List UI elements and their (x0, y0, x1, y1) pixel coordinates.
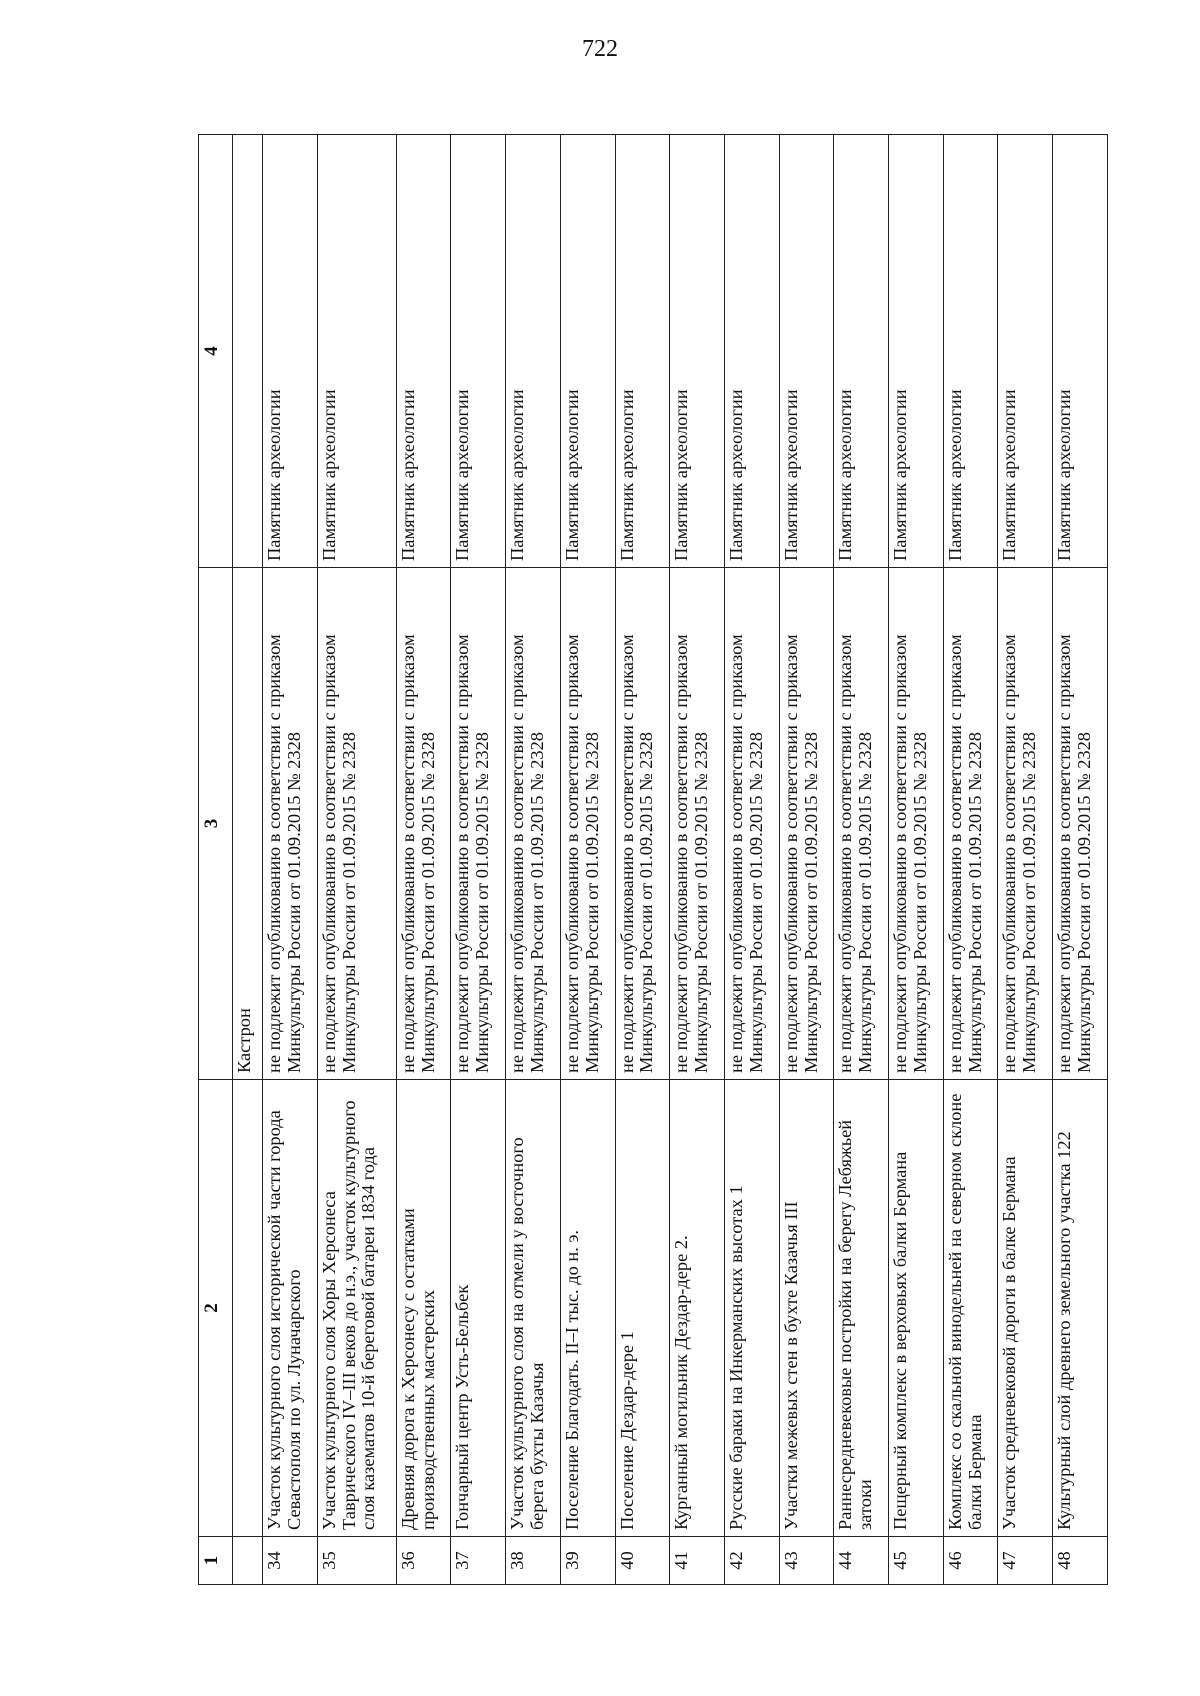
category-cell: Памятник археологии (451, 135, 506, 568)
table-row (451, 135, 506, 1585)
row-number-cell: 38 (506, 1537, 561, 1585)
column-header: 2 (199, 1080, 233, 1537)
category-cell: Памятник археологии (396, 135, 451, 568)
section-title: Кастрон (232, 568, 262, 1080)
row-number-cell: 41 (670, 1537, 725, 1585)
object-name-cell: Поселение Дездар-дере 1 (615, 1080, 670, 1537)
category-cell: Памятник археологии (1053, 135, 1108, 568)
section-empty-cell (232, 1537, 262, 1585)
row-number-cell: 42 (724, 1537, 779, 1585)
row-number-cell: 48 (1053, 1537, 1108, 1585)
table-row (615, 135, 670, 1585)
table-row (396, 135, 451, 1585)
table-row (263, 135, 318, 1585)
category-cell: Памятник археологии (724, 135, 779, 568)
table-row (724, 135, 779, 1585)
category-cell: Памятник археологии (670, 135, 725, 568)
table-row (506, 135, 561, 1585)
table-row (943, 135, 998, 1585)
row-number-cell: 40 (615, 1537, 670, 1585)
publication-note-cell: не подлежит опубликованию в соответствии с приказом Минкультуры России от 01.09.2015 № 2328 (889, 568, 944, 1080)
publication-note-cell: не подлежит опубликованию в соответствии с приказом Минкультуры России от 01.09.2015 № 2328 (998, 568, 1053, 1080)
publication-note-cell: не подлежит опубликованию в соответствии с приказом Минкультуры России от 01.09.2015 № 2328 (724, 568, 779, 1080)
row-number-cell: 43 (779, 1537, 834, 1585)
table-row (889, 135, 944, 1585)
category-cell: Памятник археологии (263, 135, 318, 568)
publication-note-cell: не подлежит опубликованию в соответствии с приказом Минкультуры России от 01.09.2015 № 2328 (670, 568, 725, 1080)
publication-note-cell: не подлежит опубликованию в соответствии с приказом Минкультуры России от 01.09.2015 № 2328 (779, 568, 834, 1080)
row-number-cell: 45 (889, 1537, 944, 1585)
row-number-cell: 39 (560, 1537, 615, 1585)
publication-note-cell: не подлежит опубликованию в соответствии с приказом Минкультуры России от 01.09.2015 № 2328 (1053, 568, 1108, 1080)
row-number-cell: 34 (263, 1537, 318, 1585)
category-cell: Памятник археологии (998, 135, 1053, 568)
table-row (1053, 135, 1108, 1585)
table-header-row (199, 135, 233, 1585)
page-number: 722 (582, 36, 618, 62)
row-number-cell: 47 (998, 1537, 1053, 1585)
object-name-cell: Древняя дорога к Херсонесу с остатками производственных мастерских (396, 1080, 451, 1537)
category-cell: Памятник археологии (560, 135, 615, 568)
section-empty-cell (232, 1080, 262, 1537)
object-name-cell: Поселение Благодать. II–I тыс. до н. э. (560, 1080, 615, 1537)
row-number-cell: 35 (317, 1537, 396, 1585)
column-header: 1 (199, 1537, 233, 1585)
monuments-table (198, 134, 1108, 1585)
category-cell: Памятник археологии (615, 135, 670, 568)
publication-note-cell: не подлежит опубликованию в соответствии с приказом Минкультуры России от 01.09.2015 № 2328 (506, 568, 561, 1080)
publication-note-cell: не подлежит опубликованию в соответствии с приказом Минкультуры России от 01.09.2015 № 2328 (451, 568, 506, 1080)
publication-note-cell: не подлежит опубликованию в соответствии с приказом Минкультуры России от 01.09.2015 № 2328 (396, 568, 451, 1080)
table-row (834, 135, 889, 1585)
publication-note-cell: не подлежит опубликованию в соответствии с приказом Минкультуры России от 01.09.2015 № 2328 (834, 568, 889, 1080)
column-header: 4 (199, 135, 233, 568)
category-cell: Памятник археологии (779, 135, 834, 568)
category-cell: Памятник археологии (317, 135, 396, 568)
publication-note-cell: не подлежит опубликованию в соответствии с приказом Минкультуры России от 01.09.2015 № 2328 (560, 568, 615, 1080)
object-name-cell: Культурный слой древнего земельного участка 122 (1053, 1080, 1108, 1537)
object-name-cell: Русские бараки на Инкерманских высотах 1 (724, 1080, 779, 1537)
table-row (560, 135, 615, 1585)
object-name-cell: Участок культурного слоя на отмели у восточного берега бухты Казачья (506, 1080, 561, 1537)
row-number-cell: 36 (396, 1537, 451, 1585)
section-empty-cell (232, 135, 262, 568)
category-cell: Памятник археологии (943, 135, 998, 568)
object-name-cell: Курганный могильник Дездар-дере 2. (670, 1080, 725, 1537)
publication-note-cell: не подлежит опубликованию в соответствии с приказом Минкультуры России от 01.09.2015 № 2328 (943, 568, 998, 1080)
table-row (670, 135, 725, 1585)
publication-note-cell: не подлежит опубликованию в соответствии с приказом Минкультуры России от 01.09.2015 № 2328 (615, 568, 670, 1080)
column-header: 3 (199, 568, 233, 1080)
publication-note-cell: не подлежит опубликованию в соответствии с приказом Минкультуры России от 01.09.2015 № 2328 (317, 568, 396, 1080)
table-row (998, 135, 1053, 1585)
object-name-cell: Комплекс со скальной винодельней на северном склоне балки Бермана (943, 1080, 998, 1537)
row-number-cell: 37 (451, 1537, 506, 1585)
section-row (232, 135, 262, 1585)
rotated-table-container (198, 135, 1108, 1585)
table-row (317, 135, 396, 1585)
publication-note-cell: не подлежит опубликованию в соответствии с приказом Минкультуры России от 01.09.2015 № 2328 (263, 568, 318, 1080)
row-number-cell: 46 (943, 1537, 998, 1585)
object-name-cell: Раннесредневековые постройки на берегу Лебяжьей затоки (834, 1080, 889, 1537)
object-name-cell: Участок средневековой дороги в балке Бермана (998, 1080, 1053, 1537)
row-number-cell: 44 (834, 1537, 889, 1585)
object-name-cell: Гончарный центр Усть-Бельбек (451, 1080, 506, 1537)
table-row (779, 135, 834, 1585)
object-name-cell: Пещерный комплекс в верховьях балки Бермана (889, 1080, 944, 1537)
category-cell: Памятник археологии (506, 135, 561, 568)
object-name-cell: Участок культурного слоя Хоры Херсонеса Таврического IV–III веков до н.э., участок культурного слоя казематов 10-й береговой батареи 1834 года (317, 1080, 396, 1537)
object-name-cell: Участки межевых стен в бухте Казачья III (779, 1080, 834, 1537)
object-name-cell: Участок культурного слоя исторической части города Севастополя по ул. Луначарского (263, 1080, 318, 1537)
category-cell: Памятник археологии (889, 135, 944, 568)
category-cell: Памятник археологии (834, 135, 889, 568)
